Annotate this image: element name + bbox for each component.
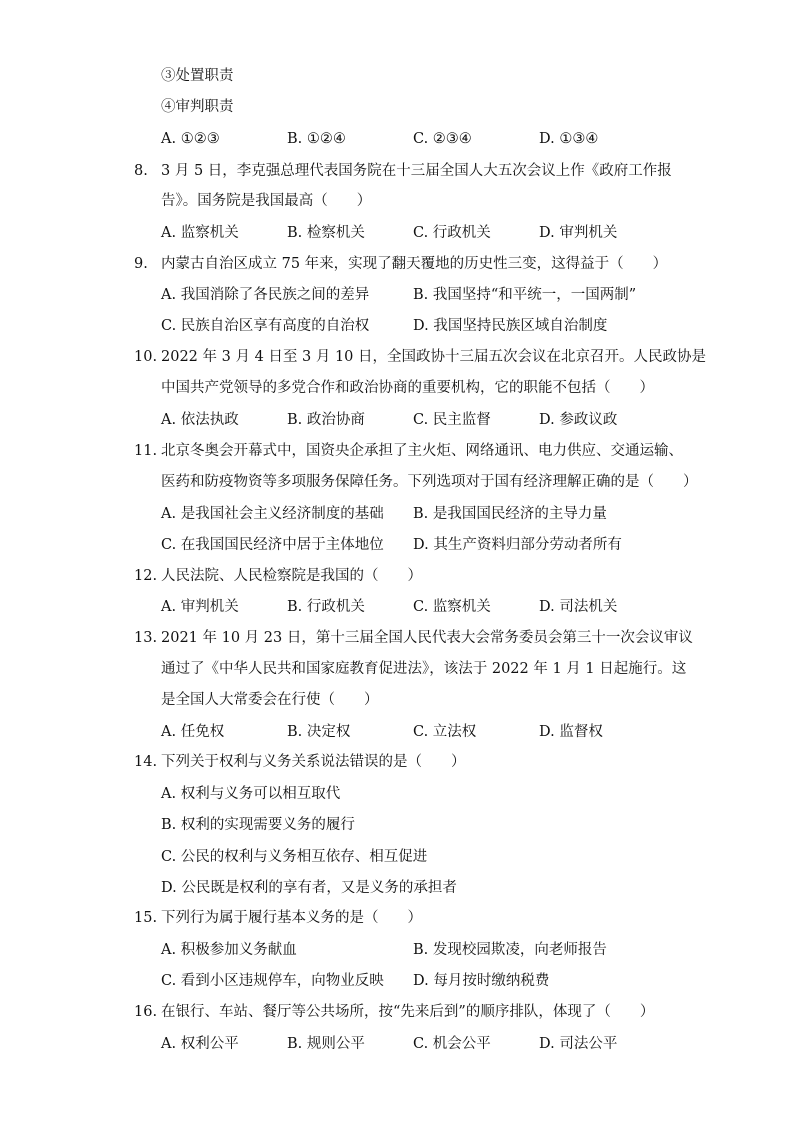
question-number: 16. (134, 1004, 158, 1020)
choice-a[interactable]: A. 依法执政 (161, 412, 239, 428)
choice-c[interactable]: C. 行政机关 (413, 225, 491, 241)
question-text: 下列行为属于履行基本义务的是（ ） (161, 910, 422, 926)
question-number: 11. (134, 443, 158, 459)
question-text: 在银行、车站、餐厅等公共场所，按“先来后到”的顺序排队，体现了（ ） (161, 1004, 655, 1020)
question-number: 10. (134, 349, 158, 365)
choice-c[interactable]: C. 民族自治区享有高度的自治权 (161, 318, 370, 334)
question-number: 12. (134, 568, 158, 584)
question-text: 人民法院、人民检察院是我国的（ ） (161, 568, 422, 584)
choice-c[interactable]: C. 在我国国民经济中居于主体地位 (161, 537, 384, 553)
choice-a[interactable]: A. 我国消除了各民族之间的差异 (161, 287, 370, 303)
choice-c[interactable]: C. 看到小区违规停车，向物业反映 (161, 973, 384, 989)
choice-d[interactable]: D. 司法公平 (539, 1036, 618, 1052)
question-number: 14. (134, 754, 158, 770)
choice-d[interactable]: D. 监督权 (539, 724, 603, 740)
choice-a[interactable]: A. 监察机关 (161, 225, 239, 241)
question-text: 北京冬奥会开幕式中，国资央企承担了主火炬、网络通讯、电力供应、交通运输、 (161, 443, 683, 459)
choice-c[interactable]: C. ②③④ (413, 131, 472, 147)
choice-a[interactable]: A. 审判机关 (161, 599, 239, 615)
choice-c[interactable]: C. 监察机关 (413, 599, 491, 615)
question-text: 中国共产党领导的多党合作和政治协商的重要机构，它的职能不包括（ ） (161, 380, 654, 396)
question-number: 9. (134, 256, 148, 272)
choice-a[interactable]: A. 是我国社会主义经济制度的基础 (161, 506, 384, 522)
choice-b[interactable]: B. 检察机关 (287, 225, 365, 241)
question-text: 2021 年 10 月 23 日，第十三届全国人民代表大会常务委员会第三十一次会议审议 (161, 630, 693, 646)
question-text: 医药和防疫物资等多项服务保障任务。下列选项对于国有经济理解正确的是（ ） (161, 474, 698, 490)
choice-b[interactable]: B. 决定权 (287, 724, 351, 740)
choice-d[interactable]: D. 其生产资料归部分劳动者所有 (413, 537, 622, 553)
choice-d[interactable]: D. 每月按时缴纳税费 (413, 973, 550, 989)
choice-b[interactable]: B. 行政机关 (287, 599, 365, 615)
question-text: 下列关于权利与义务关系说法错误的是（ ） (161, 754, 466, 770)
choice-a[interactable]: A. 权利公平 (161, 1036, 239, 1052)
choice-b[interactable]: B. 是我国国民经济的主导力量 (413, 506, 607, 522)
choice-a[interactable]: A. 任免权 (161, 724, 225, 740)
question-number: 15. (134, 910, 158, 926)
choice-d[interactable]: D. ①③④ (539, 131, 599, 147)
choice-d[interactable]: D. 公民既是权利的享有者，又是义务的承担者 (161, 880, 457, 896)
choice-a[interactable]: A. 积极参加义务献血 (161, 942, 297, 958)
question-number: 8. (134, 163, 148, 179)
choice-d[interactable]: D. 参政议政 (539, 412, 618, 428)
choice-c[interactable]: C. 公民的权利与义务相互依存、相互促进 (161, 849, 428, 865)
choice-c[interactable]: C. 机会公平 (413, 1036, 491, 1052)
choice-d[interactable]: D. 我国坚持民族区域自治制度 (413, 318, 608, 334)
question-text: 内蒙古自治区成立 75 年来，实现了翻天覆地的历史性三变，这得益于（ ） (161, 256, 668, 272)
question-text: 通过了《中华人民共和国家庭教育促进法》，该法于 2022 年 1 月 1 日起施行。这 (161, 661, 687, 677)
choice-b[interactable]: B. ①②④ (287, 131, 346, 147)
choice-b[interactable]: B. 发现校园欺凌，向老师报告 (413, 942, 607, 958)
question-text: 3 月 5 日，李克强总理代表国务院在十三届全国人大五次会议上作《政府工作报 (161, 163, 672, 179)
option-statement-4: ④审判职责 (161, 99, 234, 115)
choice-b[interactable]: B. 我国坚持“和平统一，一国两制” (413, 287, 637, 303)
choice-c[interactable]: C. 立法权 (413, 724, 477, 740)
choice-b[interactable]: B. 政治协商 (287, 412, 365, 428)
question-number: 13. (134, 630, 158, 646)
choice-d[interactable]: D. 司法机关 (539, 599, 618, 615)
choice-c[interactable]: C. 民主监督 (413, 412, 491, 428)
choice-a[interactable]: A. 权利与义务可以相互取代 (161, 786, 341, 802)
choice-d[interactable]: D. 审判机关 (539, 225, 618, 241)
question-text: 告》。国务院是我国最高（ ） (161, 193, 372, 209)
choice-a[interactable]: A. ①②③ (161, 131, 220, 147)
question-text: 是全国人大常委会在行使（ ） (161, 692, 379, 708)
option-statement-3: ③处置职责 (161, 68, 234, 84)
question-text: 2022 年 3 月 4 日至 3 月 10 日，全国政协十三届五次会议在北京召开。人民政协是 (161, 349, 707, 365)
choice-b[interactable]: B. 权利的实现需要义务的履行 (161, 817, 355, 833)
choice-b[interactable]: B. 规则公平 (287, 1036, 365, 1052)
